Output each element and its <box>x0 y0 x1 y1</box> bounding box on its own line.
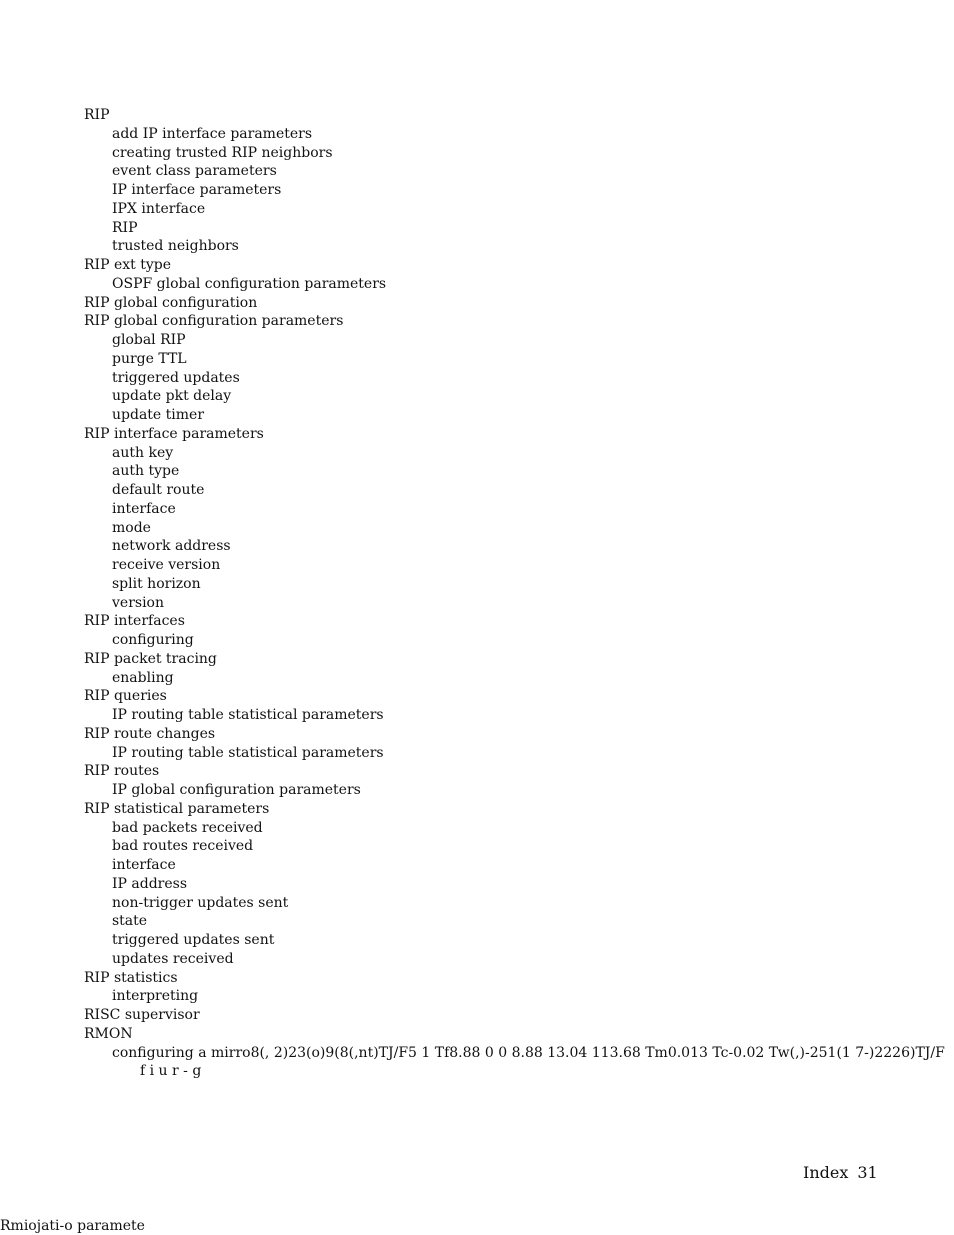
index-main-entry: RIP queries <box>84 688 167 705</box>
index-main-entry: RIP packet tracing <box>84 650 217 667</box>
index-main-entry: RIP global configuration parameters <box>84 313 344 330</box>
index-main-entry: RIP routes <box>84 763 160 780</box>
index-sub-entry: triggered updates sent <box>112 932 275 948</box>
index-sub-entry: global RIP <box>112 332 186 348</box>
index-sub-entry: bad packets received <box>112 819 263 836</box>
index-sub-entry: mode <box>112 519 151 536</box>
index-main-entry: RMON <box>84 1025 133 1042</box>
index-sub-entry: interface <box>112 500 176 517</box>
index-sub-entry: IP global configuration parameters <box>112 782 361 798</box>
index-sub-entry: default route <box>112 482 205 498</box>
index-sub-entry: receive version <box>112 557 221 573</box>
index-sub-entry: add IP interface parameters <box>112 125 313 142</box>
index-sub-entry: IPX interface <box>112 200 206 217</box>
index-main-entry: RIP global configuration <box>84 294 258 311</box>
index-sub-entry: IP routing table statistical parameters <box>112 707 384 723</box>
index-main-entry: RIP statistics <box>84 969 178 986</box>
index-sub-entry: bad routes received <box>112 838 254 855</box>
index-main-entry: RIP <box>84 107 110 123</box>
index-sub-entry: network address <box>112 538 231 555</box>
index-sub-entry: version <box>112 594 164 611</box>
index-sub-entry: updates received <box>112 950 234 967</box>
index-sub-entry: triggered updates <box>112 369 240 386</box>
index-sub-entry: auth type <box>112 463 180 480</box>
index-sub-entry: purge TTL <box>112 350 187 367</box>
index-main-entry: RIP ext type <box>84 257 171 273</box>
index-sub-entry: interpreting <box>112 988 199 1005</box>
index-sub-entry: f i u r - g <box>140 1063 202 1080</box>
index-sub-entry: enabling <box>112 669 174 686</box>
index-sub-entry: IP interface parameters <box>112 182 282 198</box>
index-sub-entry: configuring a mirro8(, 2)23(o)9(8(,nt)TJ/F5 1 Tf8.88 0 0 8.88 13.04 113.68 Tm0.013 Tc-0.02 Tw(,)-251(1 7-)2226)TJ/F <box>112 1044 945 1061</box>
index-main-entry: RIP interfaces <box>84 613 185 630</box>
footer-page-number: 31 <box>857 1163 878 1182</box>
index-sub-entry: trusted neighbors <box>112 238 239 255</box>
index-sub-entry: OSPF global configuration parameters <box>112 275 387 292</box>
index-sub-entry: non-trigger updates sent <box>112 894 289 911</box>
index-sub-entry: IP routing table statistical parameters <box>112 744 384 761</box>
index-sub-entry: interface <box>112 857 176 873</box>
index-sub-entry: RIP <box>112 219 138 236</box>
index-sub-entry: configuring <box>112 632 194 648</box>
footer-section-label: Index <box>803 1163 849 1182</box>
page-footer <box>803 1163 878 1182</box>
index-main-entry: RIP interface parameters <box>84 425 264 442</box>
index-sub-entry: event class parameters <box>112 163 277 180</box>
index-sub-entry: auth key <box>112 444 174 461</box>
index-entry-list <box>84 106 954 1081</box>
index-sub-entry: split horizon <box>112 575 201 592</box>
index-sub-entry: update pkt delay <box>112 388 232 405</box>
index-sub-entry: state <box>112 913 148 930</box>
index-sub-entry: creating trusted RIP neighbors <box>112 144 333 161</box>
index-sub-entry: IP address <box>112 875 188 892</box>
index-main-entry: RIP route changes <box>84 725 216 742</box>
bottom-text-fragment: Rmiojati-o paramete <box>0 1218 145 1234</box>
index-main-entry: RISC supervisor <box>84 1007 200 1023</box>
index-sub-entry: update timer <box>112 407 205 423</box>
index-main-entry: RIP statistical parameters <box>84 800 270 817</box>
